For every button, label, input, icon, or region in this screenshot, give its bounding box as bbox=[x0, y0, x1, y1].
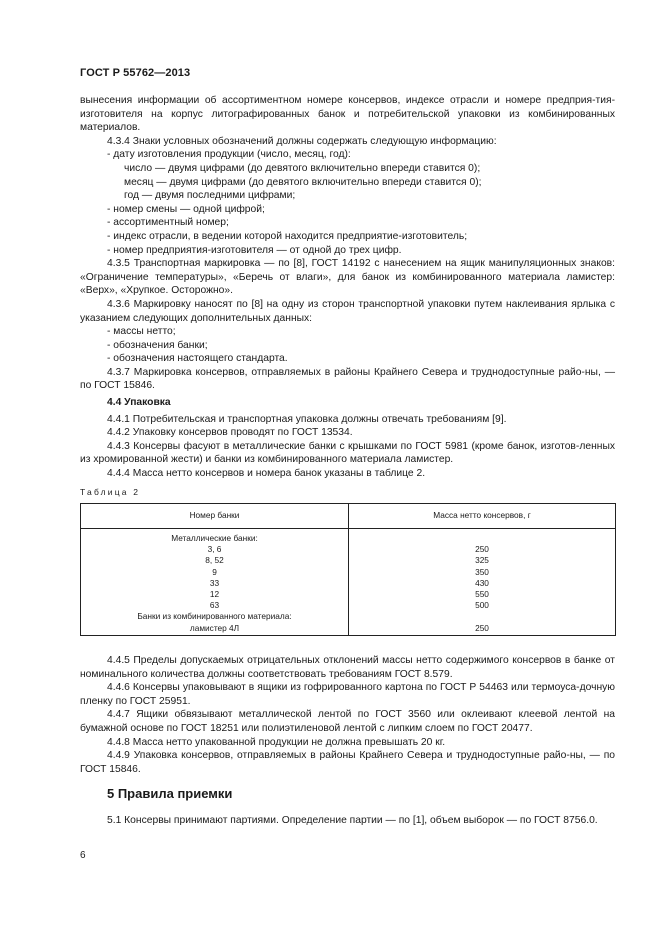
list-item: - обозначения банки; bbox=[107, 339, 208, 351]
table-cell: 9 bbox=[81, 567, 349, 578]
table-cell: 500 bbox=[349, 600, 616, 611]
paragraph: 4.4.2 Упаковку консервов проводят по ГОСТ 13534. bbox=[107, 427, 353, 439]
table-cell: 550 bbox=[349, 589, 616, 600]
paragraph: 4.4.6 Консервы упаковывают в ящики из гофрированного картона по ГОСТ Р 54463 или термоуса-дочную пленку по ГОСТ 25951. bbox=[80, 682, 615, 707]
paragraph: 4.3.6 Маркировку наносят по [8] на одну из сторон транспортной упаковки путем наклеивания ярлыка с указанием следующих дополнительных данных: bbox=[80, 298, 615, 324]
list-item: - дату изготовления продукции (число, месяц, год): bbox=[107, 149, 351, 161]
paragraph: 4.3.5 Транспортная маркировка — по [8], ГОСТ 14192 с нанесением на ящик манипуляционных знаков: «Ограничение температуры», «Беречь от влаги», для банок из комбинированного материала ламистер: «Верх», «Хрупкое. Осторожно». bbox=[80, 258, 615, 297]
table-row bbox=[81, 600, 616, 611]
paragraph: 4.4.1 Потребительская и транспортная упаковка должны отвечать требованиям [9]. bbox=[107, 413, 507, 425]
table-row bbox=[81, 611, 616, 622]
list-item: - номер смены — одной цифрой; bbox=[107, 203, 265, 215]
table-cell: 12 bbox=[81, 589, 349, 600]
section-title: 5 Правила приемки bbox=[107, 786, 233, 801]
paragraph: 4.4.9 Упаковка консервов, отправляемых в районы Крайнего Севера и труднодоступные райо-ны, — по ГОСТ 15846. bbox=[80, 750, 615, 775]
paragraph: 4.4.3 Консервы фасуют в металлические банки с крышками по ГОСТ 5981 (кроме банок, изготов-ленных из хромированной жести) и банки из комбинированного материала ламистер. bbox=[80, 440, 615, 466]
list-item: месяц — двумя цифрами (до девятого включительно впереди ставится 0); bbox=[124, 176, 482, 188]
paragraph: 4.3.7 Маркировка консервов, отправляемых в районы Крайнего Севера и труднодоступные райо-ны, — по ГОСТ 15846. bbox=[80, 366, 615, 392]
paragraph: вынесения информации об ассортиментном номере консервов, индексе отрасли и номере предприя-тия-изготовителя на корпус литографированных банок и потребительской упаковки из комбинированных материалов. bbox=[80, 95, 615, 134]
table-cell: 350 bbox=[349, 567, 616, 578]
table-row bbox=[81, 567, 616, 578]
page-number: 6 bbox=[80, 850, 86, 861]
table-cell: 63 bbox=[81, 600, 349, 611]
list-item: число — двумя цифрами (до девятого включительно впереди ставится 0); bbox=[124, 162, 481, 174]
paragraph: 4.4.8 Масса нетто упакованной продукции не должна превышать 20 кг. bbox=[107, 736, 446, 748]
table-cell: ламистер 4Л bbox=[81, 623, 349, 636]
list-item: год — двумя последними цифрами; bbox=[124, 190, 296, 202]
table-cell: 250 bbox=[349, 623, 616, 636]
table-cell: 430 bbox=[349, 578, 616, 589]
subsection-heading: 4.4 Упаковка bbox=[107, 397, 171, 409]
column-header: Масса нетто консервов, г bbox=[349, 504, 616, 529]
table-row bbox=[81, 589, 616, 600]
table-cell: Металлические банки: bbox=[81, 529, 349, 545]
table-cell: Банки из комбинированного материала: bbox=[81, 611, 349, 622]
table-row bbox=[81, 555, 616, 566]
table-cell: 3, 6 bbox=[81, 544, 349, 555]
list-item: - массы нетто; bbox=[107, 326, 176, 338]
list-item: - обозначения настоящего стандарта. bbox=[107, 353, 288, 365]
list-item: - номер предприятия-изготовителя — от одной до трех цифр. bbox=[107, 244, 402, 256]
table-row bbox=[81, 544, 616, 555]
table-cell: 33 bbox=[81, 578, 349, 589]
table-cell: 325 bbox=[349, 555, 616, 566]
document-header: ГОСТ Р 55762—2013 bbox=[80, 67, 191, 79]
section-body bbox=[80, 814, 615, 828]
table-row bbox=[81, 529, 616, 545]
table-cell bbox=[349, 611, 616, 622]
table-cell bbox=[349, 529, 616, 545]
table-header-row bbox=[81, 504, 616, 529]
table-row bbox=[81, 623, 616, 636]
paragraph: 4.3.4 Знаки условных обозначений должны содержать следующую информацию: bbox=[107, 135, 497, 147]
table-row bbox=[81, 578, 616, 589]
body-text bbox=[80, 94, 615, 481]
data-table bbox=[80, 503, 616, 636]
paragraph: 4.4.4 Масса нетто консервов и номера банок указаны в таблице 2. bbox=[107, 468, 426, 480]
paragraph: 4.4.5 Пределы допускаемых отрицательных отклонений массы нетто содержимого консервов в банке от номинального количества должны соответствовать требованиям ГОСТ 8.579. bbox=[80, 655, 615, 680]
table-cell: 8, 52 bbox=[81, 555, 349, 566]
table-caption: Таблица 2 bbox=[80, 487, 141, 497]
list-item: - индекс отрасли, в ведении которой находится предприятие-изготовитель; bbox=[107, 230, 468, 242]
list-item: - ассортиментный номер; bbox=[107, 217, 229, 229]
table-cell: 250 bbox=[349, 544, 616, 555]
column-header: Номер банки bbox=[81, 504, 349, 529]
paragraph: 5.1 Консервы принимают партиями. Определение партии — по [1], объем выборок — по ГОСТ 8756.0. bbox=[107, 815, 598, 826]
paragraph: 4.4.7 Ящики обвязывают металлической лентой по ГОСТ 3560 или оклеивают клеевой лентой на бумажной основе по ГОСТ 18251 или полиэтиленовой лентой с липким слоем по ГОСТ 20477. bbox=[80, 709, 615, 734]
body-text-after-table bbox=[80, 654, 615, 776]
